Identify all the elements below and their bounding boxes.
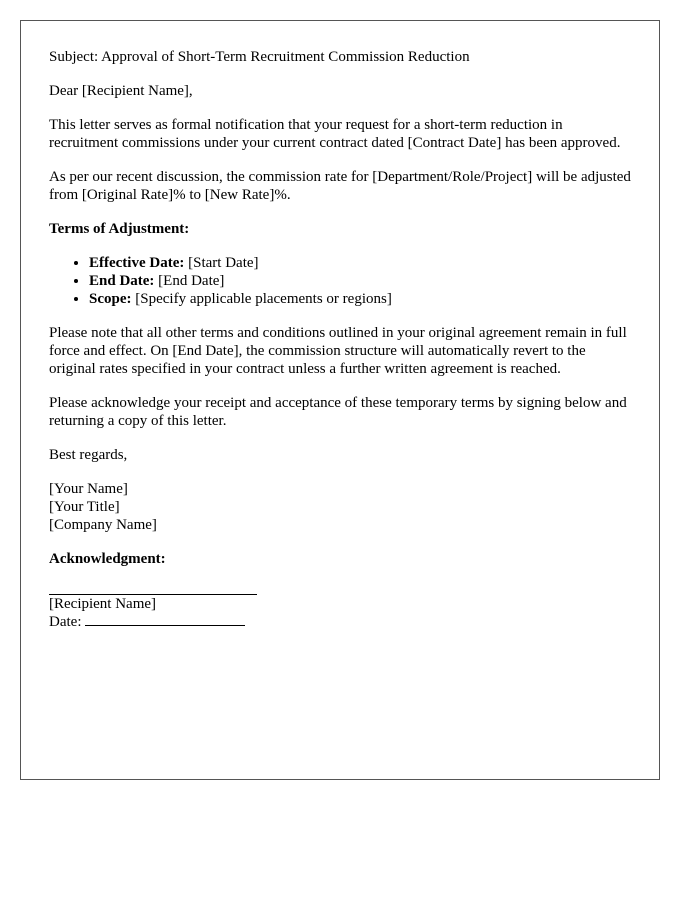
signature-title: [Your Title]	[49, 499, 120, 515]
signature-block	[49, 480, 631, 534]
letter-subject: Subject: Approval of Short-Term Recruitment Commission Reduction	[49, 49, 470, 65]
terms-item-effective-date	[89, 254, 631, 272]
letter-greeting: Dear [Recipient Name],	[49, 83, 193, 99]
terms-item-end-date	[89, 272, 631, 290]
acknowledgment-recipient: [Recipient Name]	[49, 596, 157, 612]
letter-page	[20, 20, 660, 780]
terms-item-value: [Start Date]	[184, 255, 259, 271]
terms-item-label: Effective Date:	[89, 255, 185, 271]
terms-heading: Terms of Adjustment:	[49, 221, 190, 237]
date-line	[85, 625, 245, 626]
date-label: Date:	[49, 614, 82, 630]
letter-paragraph-1: This letter serves as formal notification that your request for a short-term reduction in recruitment commissions under your current contract dated [Contract Date] has been approved.	[49, 117, 621, 151]
letter-paragraph-3: Please note that all other terms and conditions outlined in your original agreement remain in full force and effect. On [End Date], the commission structure will automatically revert to the original rates specified in your contract unless a further written agreement is reached.	[49, 325, 627, 377]
acknowledgment-date-row	[49, 613, 631, 631]
signature-company: [Company Name]	[49, 517, 157, 533]
letter-closing: Best regards,	[49, 447, 128, 463]
terms-item-label: End Date:	[89, 273, 155, 289]
terms-item-value: [Specify applicable placements or regions]	[131, 291, 392, 307]
letter-paragraph-2: As per our recent discussion, the commission rate for [Department/Role/Project] will be adjusted from [Original Rate]% to [New Rate]%.	[49, 169, 631, 203]
terms-item-label: Scope:	[89, 291, 132, 307]
acknowledgment-heading: Acknowledgment:	[49, 551, 166, 567]
letter-paragraph-4: Please acknowledge your receipt and acceptance of these temporary terms by signing below and returning a copy of this letter.	[49, 395, 627, 429]
acknowledgment-block	[49, 595, 631, 631]
terms-list	[49, 254, 631, 308]
terms-item-scope	[89, 290, 631, 308]
terms-item-value: [End Date]	[154, 273, 225, 289]
signature-name: [Your Name]	[49, 481, 128, 497]
